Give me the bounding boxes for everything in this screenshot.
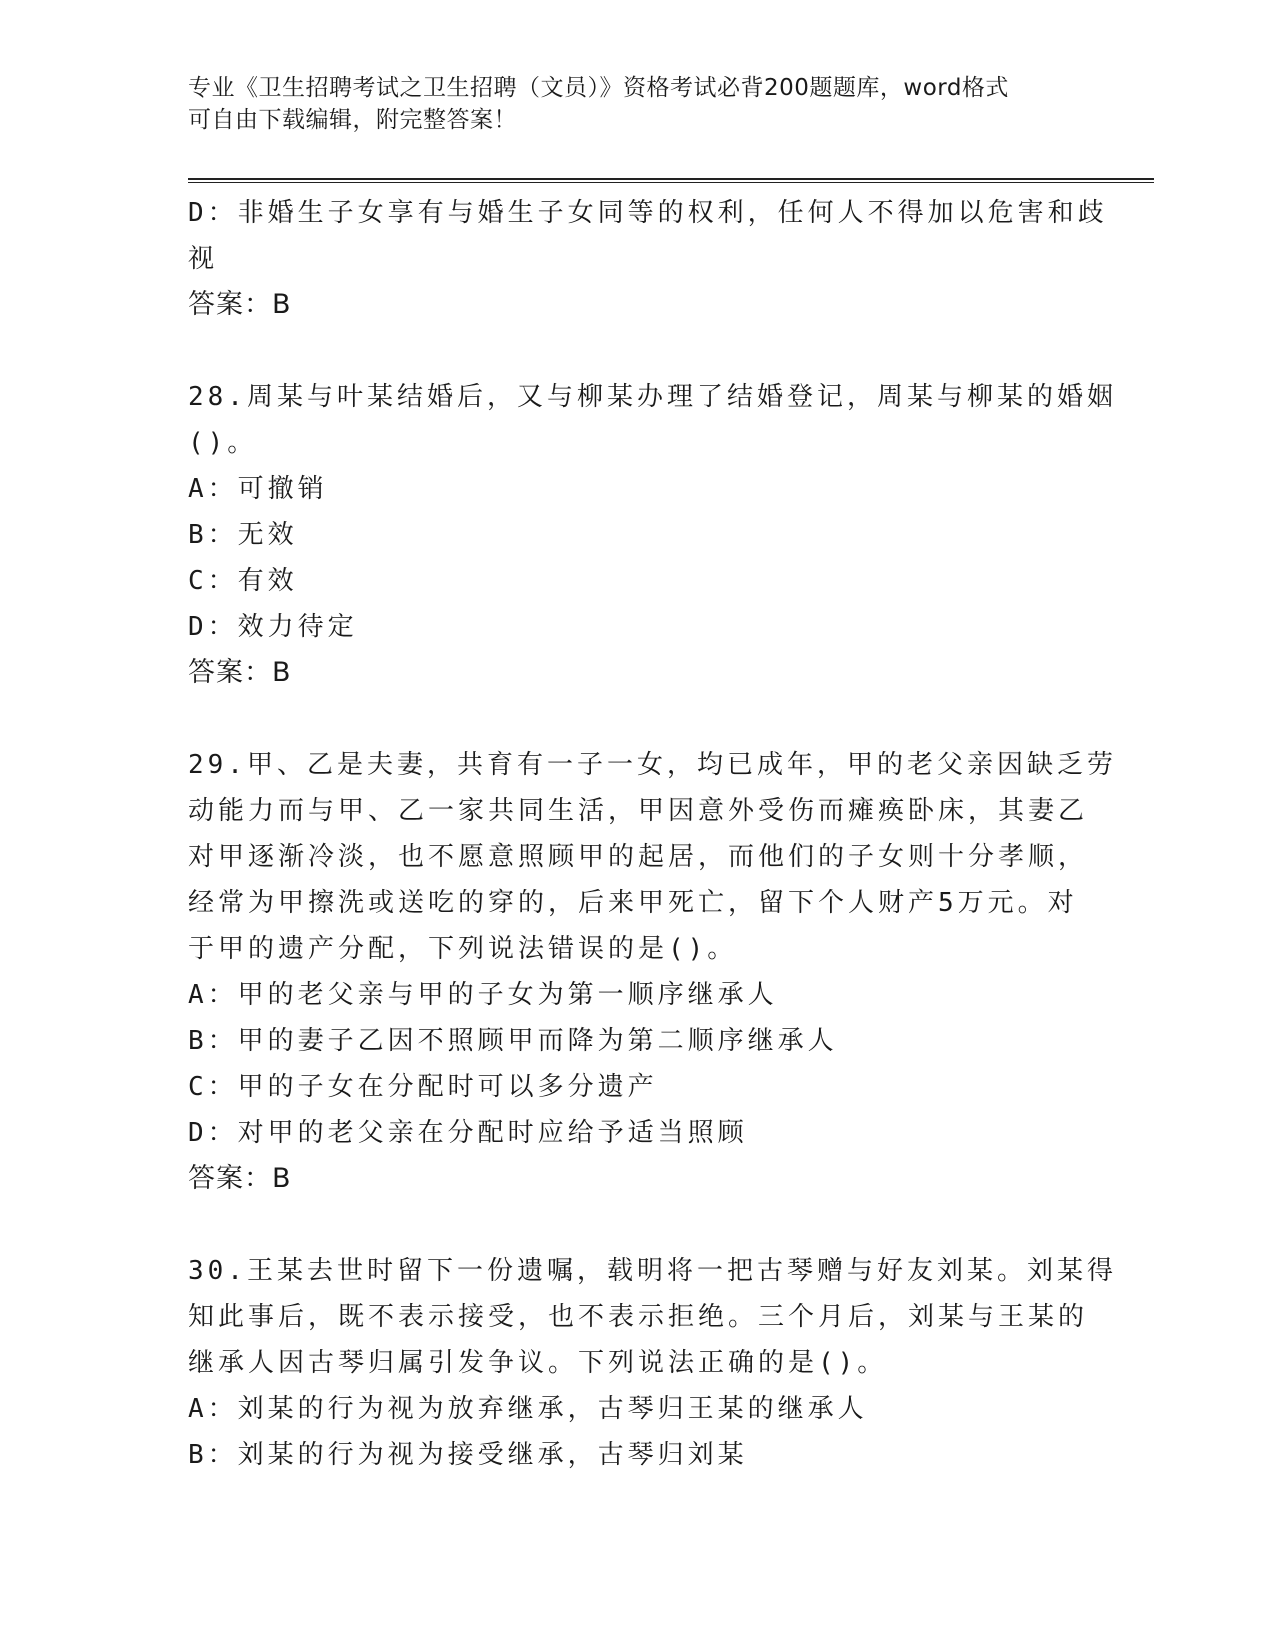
- q30-option-a: A：刘某的行为视为放弃继承，古琴归王某的继承人: [188, 1394, 868, 1424]
- spacer: [188, 696, 1088, 742]
- q28-option-b: B：无效: [188, 520, 298, 550]
- q28-stem-line1: 28.周某与叶某结婚后，又与柳某办理了结婚登记，周某与柳某的婚姻: [188, 382, 1117, 412]
- q29-option-c: C：甲的子女在分配时可以多分遗产: [188, 1072, 658, 1102]
- q29-answer: 答案：B: [188, 1163, 292, 1194]
- question-list: [188, 190, 1117, 1478]
- q30-option-b: B：刘某的行为视为接受继承，古琴归刘某: [188, 1440, 748, 1470]
- question-28: [188, 374, 1117, 696]
- spacer: [188, 328, 1088, 374]
- q28-option-d: D：效力待定: [188, 612, 358, 642]
- document-header: [188, 72, 1068, 136]
- q27-answer: 答案：B: [188, 289, 292, 320]
- question-30: [188, 1248, 1117, 1478]
- header-title-line1: 专业《卫生招聘考试之卫生招聘（文员）》资格考试必背200题题库，word格式: [188, 75, 1009, 101]
- q29-stem-line1: 29.甲、乙是夫妻，共育有一子一女，均已成年，甲的老父亲因缺乏劳: [188, 750, 1117, 780]
- q27-option-d-line2: 视: [188, 244, 219, 274]
- q29-stem-line3: 对甲逐渐冷淡，也不愿意照顾甲的起居，而他们的子女则十分孝顺，: [188, 842, 1089, 872]
- q28-option-a: A：可撤销: [188, 474, 328, 504]
- q29-option-b: B：甲的妻子乙因不照顾甲而降为第二顺序继承人: [188, 1026, 838, 1056]
- q28-answer: 答案：B: [188, 657, 292, 688]
- q29-stem-line4: 经常为甲擦洗或送吃的穿的，后来甲死亡，留下个人财产5万元。对: [188, 888, 1078, 918]
- question-27-tail: [188, 190, 1108, 328]
- q28-option-c: C：有效: [188, 566, 298, 596]
- q29-option-a: A：甲的老父亲与甲的子女为第一顺序继承人: [188, 980, 778, 1010]
- q28-stem-line2: ()。: [188, 428, 258, 458]
- header-divider: [188, 178, 1154, 183]
- q29-stem-line2: 动能力而与甲、乙一家共同生活，甲因意外受伤而瘫痪卧床，其妻乙: [188, 796, 1089, 826]
- q30-stem-line3: 继承人因古琴归属引发争议。下列说法正确的是()。: [188, 1348, 888, 1378]
- q27-option-d-line1: D：非婚生子女享有与婚生子女同等的权利，任何人不得加以危害和歧: [188, 198, 1108, 228]
- q30-stem-line1: 30.王某去世时留下一份遗嘱，载明将一把古琴赠与好友刘某。刘某得: [188, 1256, 1117, 1286]
- q29-option-d: D：对甲的老父亲在分配时应给予适当照顾: [188, 1118, 748, 1148]
- q29-stem-line5: 于甲的遗产分配，下列说法错误的是()。: [188, 934, 738, 964]
- question-29: [188, 742, 1117, 1202]
- spacer: [188, 1202, 1088, 1248]
- q30-stem-line2: 知此事后，既不表示接受，也不表示拒绝。三个月后，刘某与王某的: [188, 1302, 1089, 1332]
- header-title-line2: 可自由下载编辑，附完整答案！: [188, 107, 517, 133]
